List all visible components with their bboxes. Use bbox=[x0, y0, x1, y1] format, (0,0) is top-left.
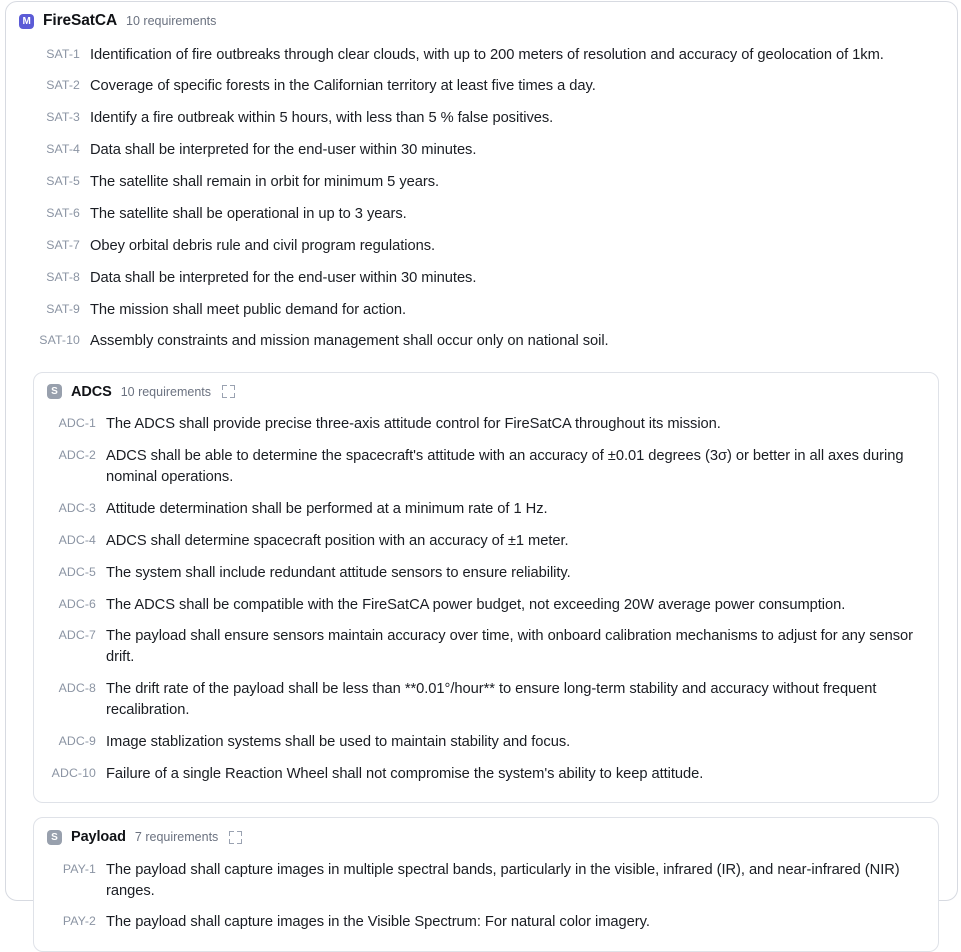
requirement-text: The payload shall ensure sensors maintain accuracy over time, with onboard calibration mechanisms to adjust for any sensor drift. bbox=[106, 628, 914, 666]
mission-badge-icon: M bbox=[19, 14, 34, 29]
subsystem-title: Payload bbox=[71, 829, 126, 846]
list-item[interactable] bbox=[6, 326, 959, 358]
subsystem-requirement-count: 10 requirements bbox=[120, 384, 212, 399]
list-item[interactable] bbox=[6, 71, 959, 103]
subsystem-header[interactable] bbox=[34, 373, 938, 404]
requirement-text: Coverage of specific forests in the Californian territory at least five times a day. bbox=[90, 78, 596, 95]
requirement-id: SAT-2 bbox=[46, 78, 80, 93]
list-item[interactable] bbox=[34, 441, 938, 494]
requirement-text: The satellite shall be operational in up to 3 years. bbox=[90, 205, 407, 222]
requirement-id: SAT-3 bbox=[46, 110, 80, 125]
requirement-id: ADC-10 bbox=[51, 765, 96, 780]
list-item[interactable] bbox=[34, 493, 938, 525]
requirement-text: The ADCS shall be compatible with the FireSatCA power budget, not exceeding 20W average power consumption. bbox=[106, 596, 846, 613]
requirement-text: ADCS shall determine spacecraft position with an accuracy of ±1 meter. bbox=[106, 532, 569, 549]
subsystem-requirement-count: 7 requirements bbox=[134, 830, 219, 845]
requirement-text: Data shall be interpreted for the end-user within 30 minutes. bbox=[90, 269, 477, 286]
subsystem-header[interactable] bbox=[34, 818, 938, 849]
requirement-id: SAT-1 bbox=[46, 46, 80, 61]
subsystem-card-payload bbox=[33, 817, 939, 952]
requirement-text: Identification of fire outbreaks through clear clouds, with up to 200 meters of resolution and accuracy of geolocation of 1km. bbox=[90, 46, 884, 63]
expand-icon[interactable] bbox=[229, 831, 242, 844]
requirement-id: ADC-7 bbox=[58, 628, 96, 643]
requirement-text: The ADCS shall provide precise three-axis attitude control for FireSatCA throughout its mission. bbox=[106, 416, 721, 433]
requirement-text: Failure of a single Reaction Wheel shall not compromise the system's ability to keep attitude. bbox=[106, 765, 704, 782]
subsystem-badge-icon: S bbox=[47, 830, 62, 845]
list-item[interactable] bbox=[34, 854, 938, 907]
requirement-id: SAT-7 bbox=[46, 237, 80, 252]
requirement-text: The system shall include redundant attitude sensors to ensure reliability. bbox=[106, 564, 571, 581]
list-item[interactable] bbox=[6, 262, 959, 294]
project-header[interactable] bbox=[6, 2, 959, 36]
requirement-text: Obey orbital debris rule and civil program regulations. bbox=[90, 237, 436, 254]
list-item[interactable] bbox=[6, 135, 959, 167]
requirements-panel bbox=[5, 1, 958, 931]
requirement-id: ADC-8 bbox=[58, 681, 96, 696]
project-requirement-count: 10 requirements bbox=[126, 14, 217, 28]
subsystem-card-adcs bbox=[33, 372, 939, 803]
requirement-id: ADC-2 bbox=[58, 448, 96, 463]
list-item[interactable] bbox=[34, 621, 938, 674]
list-item[interactable] bbox=[34, 589, 938, 621]
requirement-text: Identify a fire outbreak within 5 hours, with less than 5 % false positives. bbox=[90, 110, 554, 127]
requirement-id: SAT-10 bbox=[39, 333, 80, 348]
list-item[interactable] bbox=[34, 557, 938, 589]
requirement-text: Data shall be interpreted for the end-user within 30 minutes. bbox=[90, 142, 477, 159]
requirement-text: The satellite shall remain in orbit for minimum 5 years. bbox=[90, 174, 440, 190]
expand-icon[interactable] bbox=[222, 385, 235, 398]
requirement-id: PAY-1 bbox=[62, 861, 96, 876]
requirement-text: Image stablization systems shall be used to maintain stability and focus. bbox=[106, 733, 571, 750]
list-item[interactable] bbox=[34, 674, 938, 727]
list-item[interactable] bbox=[6, 294, 959, 326]
list-item[interactable] bbox=[34, 409, 938, 441]
requirement-id: SAT-4 bbox=[46, 142, 80, 157]
requirement-id: ADC-9 bbox=[58, 733, 96, 748]
requirement-text: The payload shall capture images in multiple spectral bands, particularly in the visible, infrared (IR), and near-infrared (NIR) ranges. bbox=[106, 861, 900, 899]
list-item[interactable] bbox=[34, 758, 938, 790]
list-item[interactable] bbox=[34, 726, 938, 758]
subsystem-title: ADCS bbox=[71, 383, 112, 400]
requirement-id: ADC-1 bbox=[58, 416, 96, 431]
requirement-text: ADCS shall be able to determine the spacecraft's attitude with an accuracy of ±0.01 degrees (3σ) or better in all axes during nominal operations. bbox=[106, 448, 904, 485]
requirement-id: ADC-3 bbox=[58, 500, 96, 515]
requirement-text: The drift rate of the payload shall be less than **0.01°/hour** to ensure long-term stability and accuracy without frequent recalibration. bbox=[106, 681, 877, 718]
list-item[interactable] bbox=[34, 907, 938, 939]
subsystem-requirement-list bbox=[34, 849, 938, 939]
requirement-id: SAT-6 bbox=[46, 205, 80, 220]
list-item[interactable] bbox=[6, 230, 959, 262]
requirement-id: SAT-8 bbox=[46, 269, 80, 284]
requirement-id: SAT-5 bbox=[46, 174, 80, 188]
requirements-page bbox=[6, 2, 959, 952]
requirement-id: SAT-9 bbox=[46, 301, 80, 316]
subsystem-requirement-list bbox=[34, 404, 938, 790]
project-requirement-list bbox=[6, 36, 959, 358]
list-item[interactable] bbox=[6, 103, 959, 135]
requirement-text: Attitude determination shall be performed at a minimum rate of 1 Hz. bbox=[106, 500, 548, 517]
requirement-text: The mission shall meet public demand for action. bbox=[90, 301, 406, 318]
list-item[interactable] bbox=[6, 198, 959, 230]
list-item[interactable] bbox=[6, 167, 959, 199]
list-item[interactable] bbox=[6, 39, 959, 71]
requirement-text: The payload shall capture images in the Visible Spectrum: For natural color imagery. bbox=[106, 914, 650, 931]
requirement-id: PAY-2 bbox=[62, 914, 96, 929]
subsystem-badge-icon: S bbox=[47, 384, 62, 399]
requirement-id: ADC-4 bbox=[58, 532, 96, 547]
requirement-text: Assembly constraints and mission management shall occur only on national soil. bbox=[90, 333, 609, 350]
list-item[interactable] bbox=[34, 525, 938, 557]
page-title: FireSatCA bbox=[43, 12, 118, 29]
requirement-id: ADC-6 bbox=[58, 596, 96, 611]
requirement-id: ADC-5 bbox=[58, 564, 96, 579]
